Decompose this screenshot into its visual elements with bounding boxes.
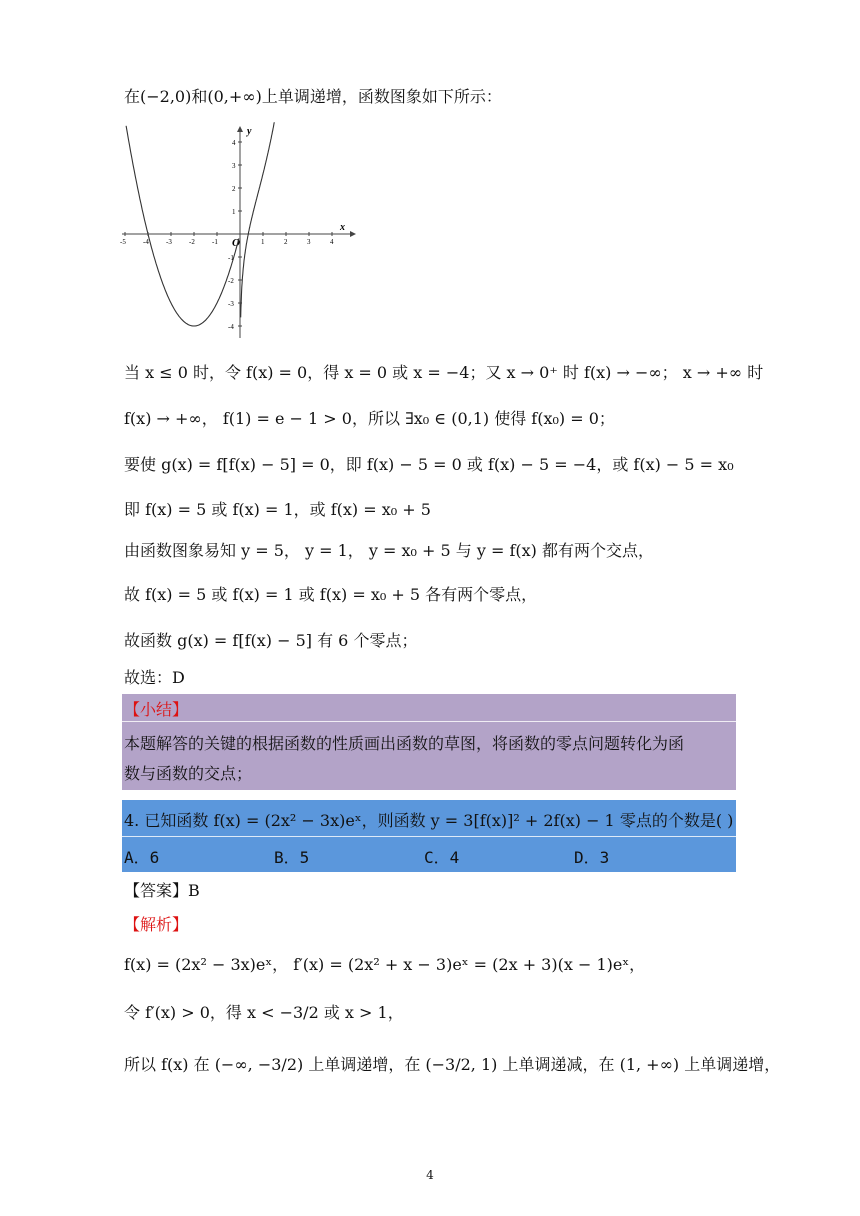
line-5: 由函数图象易知 y = 5， y = 1， y = x₀ + 5 与 y = f(x) 都有两个交点， — [124, 541, 654, 560]
x-tick-label: -1 — [212, 238, 218, 246]
x-axis-arrow — [350, 231, 356, 237]
analysis-title: 【解析】 — [124, 915, 189, 934]
x-tick-label: -4 — [143, 238, 149, 246]
x-tick-label: -5 — [120, 238, 126, 246]
option-d: D．3 — [574, 848, 610, 867]
x-tick-label: 2 — [284, 238, 288, 246]
line-1: 当 x ≤ 0 时，令 f(x) = 0，得 x = 0 或 x = −4；又 x → 0⁺ 时 f(x) → −∞； x → +∞ 时 — [124, 363, 764, 382]
y-tick-label: 1 — [232, 208, 236, 216]
line-3: 要使 g(x) = f[f(x) − 5] = 0，即 f(x) − 5 = 0 或 f(x) − 5 = −4，或 f(x) − 5 = x₀ — [124, 455, 734, 474]
origin-label: O — [232, 237, 240, 249]
y-tick-label: -2 — [228, 277, 234, 285]
x-tick-label: 3 — [307, 238, 311, 246]
x-tick-label: -3 — [166, 238, 172, 246]
curve-left-branch — [126, 126, 239, 326]
line-4: 即 f(x) = 5 或 f(x) = 1，或 f(x) = x₀ + 5 — [124, 500, 431, 519]
summary-text-2: 数与函数的交点； — [124, 764, 253, 783]
analysis-line-3: 所以 f(x) 在 (−∞, −3/2) 上单调递增，在 (−3/2, 1) 上单调递减，在 (1, +∞) 上单调递增， — [124, 1055, 781, 1074]
page-number: 4 — [426, 1168, 434, 1182]
line-2: f(x) → +∞， f(1) = e − 1 > 0，所以 ∃x₀ ∈ (0,1) 使得 f(x₀) = 0； — [124, 409, 615, 428]
x-axis-label: x — [340, 222, 345, 233]
analysis-line-1: f(x) = (2x² − 3x)eˣ， f′(x) = (2x² + x − 3)eˣ = (2x + 3)(x − 1)eˣ， — [124, 955, 646, 974]
choice-line: 故选：D — [124, 668, 185, 687]
option-b: B．5 — [274, 848, 310, 867]
summary-text-1: 本题解答的关键的根据函数的性质画出函数的草图，将函数的零点问题转化为函 — [124, 734, 685, 753]
y-axis-arrow — [237, 126, 243, 132]
summary-box — [122, 694, 736, 790]
y-tick-label: -1 — [228, 254, 234, 262]
y-axis-label: y — [247, 126, 252, 137]
x-tick-label: 4 — [330, 238, 334, 246]
line-6: 故 f(x) = 5 或 f(x) = 1 或 f(x) = x₀ + 5 各有两个零点， — [124, 585, 538, 604]
analysis-line-2: 令 f′(x) > 0，得 x < −3/2 或 x > 1， — [124, 1003, 404, 1022]
option-a: A．6 — [124, 848, 160, 867]
x-tick-label: 1 — [261, 238, 265, 246]
y-tick-label: -3 — [228, 300, 234, 308]
y-tick-label: 3 — [232, 162, 236, 170]
answer-line: 【答案】B — [124, 881, 200, 900]
y-tick-label: -4 — [228, 323, 234, 331]
question-text: 4. 已知函数 f(x) = (2x² − 3x)eˣ，则函数 y = 3[f(x)]² + 2f(x) − 1 零点的个数是( ) — [124, 811, 734, 830]
intro-line: 在(−2,0)和(0,+∞)上单调递增，函数图象如下所示： — [124, 87, 502, 106]
curve-right-branch — [241, 122, 275, 317]
y-tick-label: 4 — [232, 139, 236, 147]
x-tick-label: -2 — [189, 238, 195, 246]
summary-title: 【小结】 — [124, 700, 189, 719]
line-7: 故函数 g(x) = f[f(x) − 5] 有 6 个零点； — [124, 631, 418, 650]
function-graph — [118, 122, 358, 344]
y-tick-label: 2 — [232, 185, 236, 193]
option-c: C．4 — [424, 848, 460, 867]
